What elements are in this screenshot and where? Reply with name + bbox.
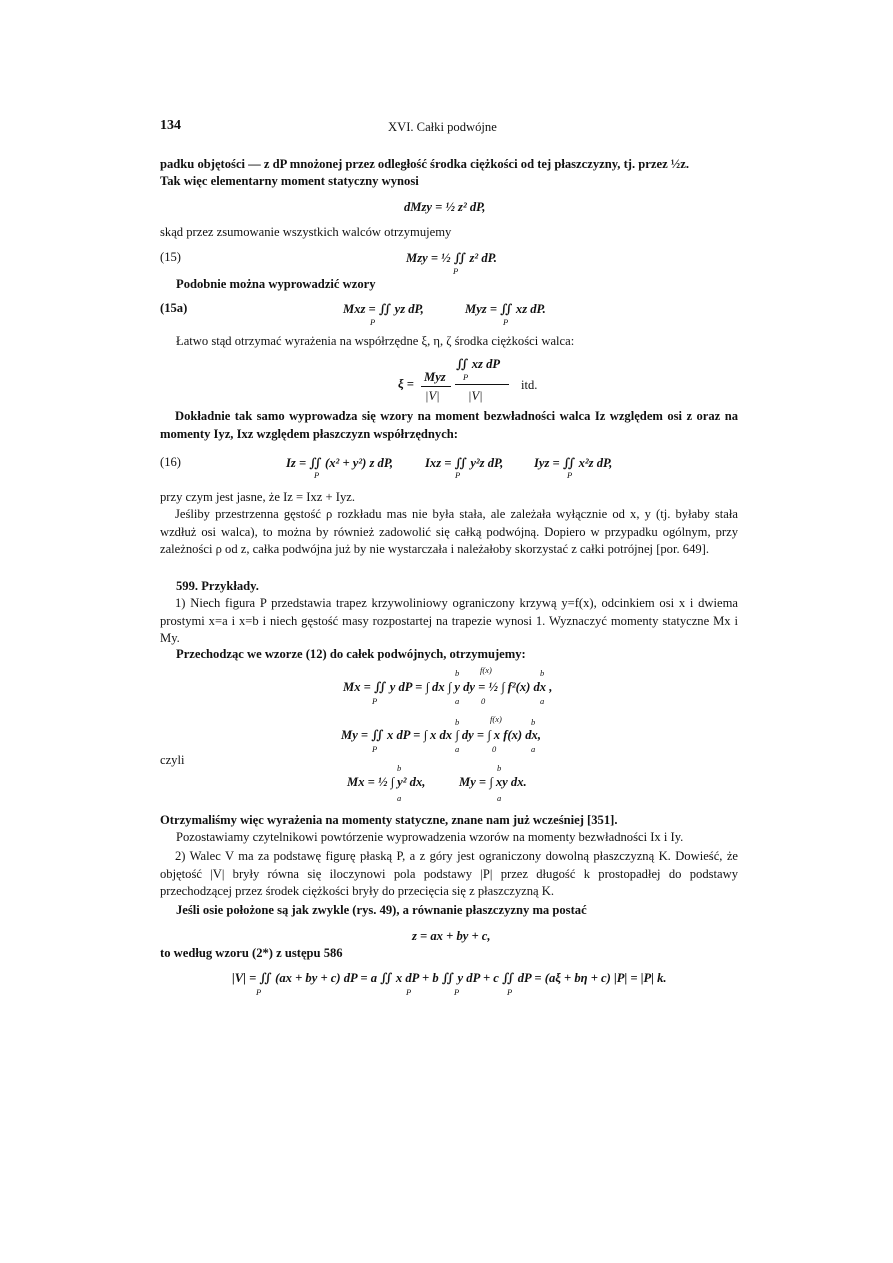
equation-xi-lhs: ξ =: [398, 377, 414, 391]
limit-label: a: [540, 696, 545, 706]
limit-label: a: [455, 696, 460, 706]
section-heading: 599. Przykłady.: [176, 579, 259, 593]
paragraph: 2) Walec V ma za podstawę figurę płaską P, a z góry jest ograniczony dowolną płaszczyzną K. Dowieść, że objętość |V| bryły równa się iloczynowi pola podstawy |P| przez długość k prostopadłej do podstawy przechodzącej przez środek ciężkości bryły do przecięcia się z płaszczyzną K.: [160, 849, 738, 899]
page-number: 134: [160, 118, 181, 133]
text-line: przy czym jest jasne, że Iz = Ixz + Iyz.: [160, 490, 355, 504]
equation-Mx: Mx = ∬ y dP = ∫ dx ∫ y dy = ½ ∫ f²(x) dx ,: [343, 680, 553, 694]
equation-xi-myz: Myz: [424, 370, 446, 384]
equation-number-16: (16): [160, 455, 181, 469]
text-line: Łatwo stąd otrzymać wyrażenia na współrzędne ξ, η, ζ środka ciężkości walca:: [176, 334, 575, 348]
equation-My: My = ∬ x dP = ∫ x dx ∫ dy = ∫ x f(x) dx,: [341, 728, 542, 742]
equation-xi-denominator: |V|: [468, 389, 483, 403]
limit-label: P: [406, 987, 412, 997]
fraction-bar: [455, 384, 509, 385]
paragraph: Dokładnie tak samo wyprowadza się wzory na moment bezwładności walca Iz względem osi z oraz na momenty Iyz, Ixz względem płaszczyzn współrzędnych:: [160, 409, 738, 441]
equation-final-My: My = ∫ xy dx.: [459, 775, 527, 789]
text-line: Otrzymaliśmy więc wyrażenia na momenty statyczne, znane nam już wcześniej [351].: [160, 813, 618, 827]
text-line: padku objętości — z dP mnożonej przez odległość środka ciężkości od tej płaszczyzny, tj. przez ½z.: [160, 157, 689, 171]
limit-label: a: [531, 744, 536, 754]
limit-label: f(x): [480, 665, 492, 675]
limit-label: P: [453, 266, 459, 276]
limit-label: b: [497, 763, 502, 773]
text-czyli: czyli: [160, 753, 185, 767]
equation-16-third: Iyz = ∬ x²z dP,: [534, 456, 613, 470]
fraction-bar: [421, 386, 451, 387]
text-line: Jeśli osie położone są jak zwykle (rys. 49), a równanie płaszczyzny ma postać: [176, 903, 587, 917]
limit-label: P: [370, 317, 376, 327]
equation-xi-numerator: ∬ xz dP: [456, 357, 501, 371]
equation-volume: |V| = ∬ (ax + by + c) dP = a ∬ x dP + b ∬ y dP + c ∬ dP = (aξ + bη + c) |P| = |P| k.: [232, 971, 667, 985]
equation-final-Mx: Mx = ½ ∫ y² dx,: [347, 775, 426, 789]
limit-label: P: [503, 317, 509, 327]
limit-label: b: [397, 763, 402, 773]
limit-label: P: [372, 696, 378, 706]
limit-label: a: [497, 793, 502, 803]
equation-15a-first: Mxz = ∬ yz dP,: [343, 302, 424, 316]
paragraph: Jeśliby przestrzenna gęstość ρ rozkładu mas nie była stała, ale zależała wyłącznie od x, y (tj. byłaby stała wzdłuż osi walca), to można by również zadowolić się całką podwójną. Dopiero w przypadku ogólnym, przy zależności ρ od z, całka podwójna już by nie wystarczała i należałoby skorzystać z całki potrójnej [por. 649].: [160, 507, 738, 557]
limit-label: P: [314, 470, 320, 480]
limit-label: P: [372, 744, 378, 754]
text-line: skąd przez zsumowanie wszystkich walców otrzymujemy: [160, 225, 452, 239]
equation-15: Mzy = ½ ∬ z² dP.: [406, 251, 497, 265]
equation-number-15: (15): [160, 250, 181, 264]
text-line: to według wzoru (2*) z ustępu 586: [160, 946, 343, 960]
text-line: Przechodząc we wzorze (12) do całek podwójnych, otrzymujemy:: [176, 647, 526, 661]
equation-dM: dMzy = ½ z² dP,: [404, 200, 486, 214]
limit-label: b: [455, 668, 460, 678]
text-line: Podobnie można wyprowadzić wzory: [176, 277, 376, 291]
equation-plane: z = ax + by + c,: [412, 929, 491, 943]
chapter-title: XVI. Całki podwójne: [388, 120, 497, 134]
text-line: Tak więc elementarny moment statyczny wynosi: [160, 174, 419, 188]
equation-number-15a: (15a): [160, 301, 188, 315]
paragraph: 1) Niech figura P przedstawia trapez krzywoliniowy ograniczony krzywą y=f(x), odcinkiem osi x i dwiema prostymi x=a i x=b i niech gęstość masy rozpostartej na trapezie wynosi 1. Wyznaczyć momenty statyczne Mx i My.: [160, 596, 738, 646]
equation-xi-denominator: |V|: [425, 389, 440, 403]
equation-15a-second: Myz = ∬ xz dP.: [465, 302, 546, 316]
limit-label: b: [455, 717, 460, 727]
limit-label: a: [397, 793, 402, 803]
limit-label: b: [540, 668, 545, 678]
limit-label: P: [256, 987, 262, 997]
limit-label: P: [463, 372, 469, 382]
limit-label: a: [455, 744, 460, 754]
limit-label: P: [507, 987, 513, 997]
limit-label: b: [531, 717, 536, 727]
text-line: Pozostawiamy czytelnikowi powtórzenie wyprowadzenia wzorów na momenty bezwładności Ix i Iy.: [176, 830, 684, 844]
equation-16-first: Iz = ∬ (x² + y²) z dP,: [286, 456, 394, 470]
limit-label: f(x): [490, 714, 502, 724]
limit-label: P: [567, 470, 573, 480]
limit-label: P: [455, 470, 461, 480]
limit-label: 0: [492, 744, 497, 754]
limit-label: 0: [481, 696, 486, 706]
text-itd: itd.: [521, 378, 538, 392]
equation-16-second: Ixz = ∬ y²z dP,: [425, 456, 504, 470]
limit-label: P: [454, 987, 460, 997]
